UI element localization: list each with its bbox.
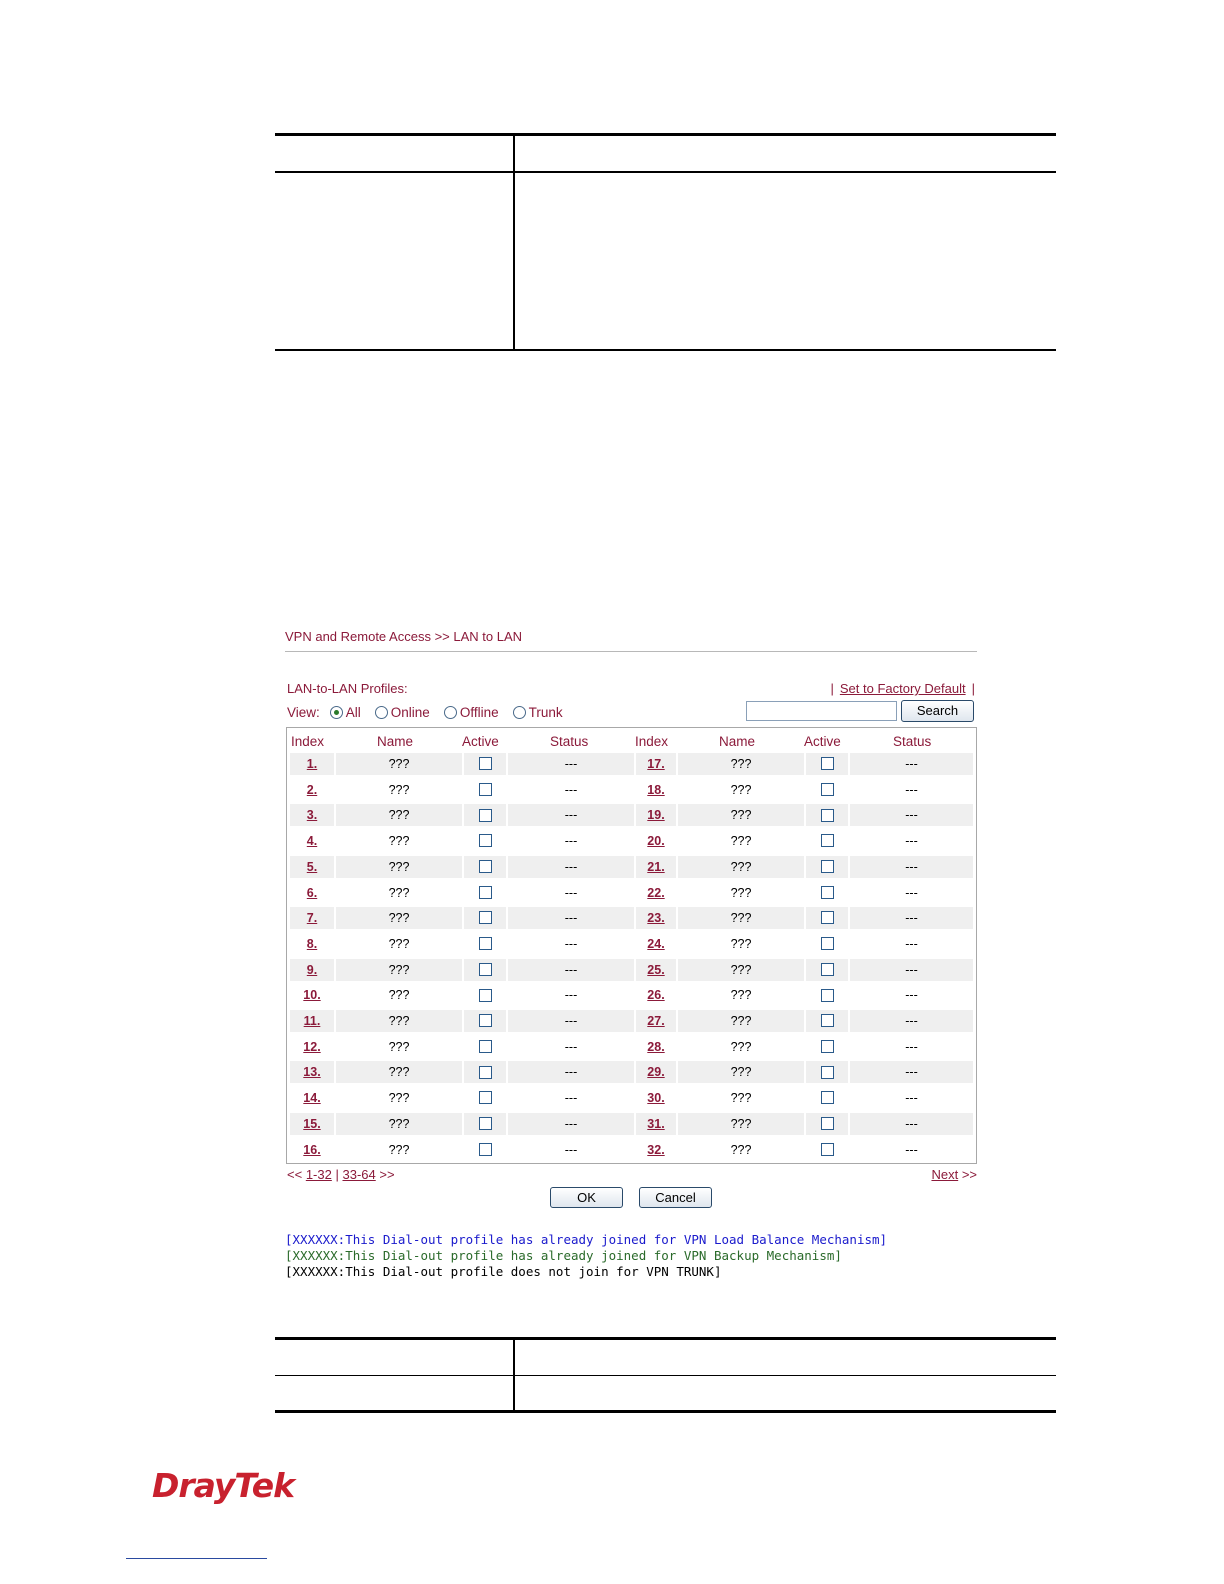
- active-cell: [806, 907, 848, 929]
- profile-index-link[interactable]: 7.: [306, 911, 318, 926]
- index-cell: [636, 1010, 676, 1032]
- index-cell: [636, 753, 676, 775]
- active-checkbox[interactable]: [479, 1040, 492, 1053]
- profile-name: ???: [388, 782, 410, 797]
- active-cell: [806, 856, 848, 878]
- profile-name: ???: [388, 1039, 410, 1054]
- profile-status: ---: [850, 804, 973, 826]
- profile-name: ???: [730, 782, 752, 797]
- active-checkbox[interactable]: [479, 989, 492, 1002]
- table-row: [290, 753, 973, 775]
- breadcrumb: VPN and Remote Access >> LAN to LAN: [285, 629, 523, 644]
- profile-index-link[interactable]: 20.: [647, 834, 665, 849]
- bottom-doc-table: [275, 1337, 1056, 1413]
- profile-status: ---: [564, 1142, 578, 1157]
- index-cell: [290, 856, 334, 878]
- profile-status: ---: [564, 988, 578, 1003]
- index-cell: [636, 933, 676, 955]
- active-cell: [806, 933, 848, 955]
- profile-index-link[interactable]: 17.: [647, 757, 665, 771]
- profile-index-link[interactable]: 24.: [647, 936, 665, 951]
- active-cell: [806, 984, 848, 1006]
- table-row: [290, 1010, 973, 1032]
- profile-status: ---: [905, 1091, 918, 1106]
- separator: |: [830, 681, 834, 696]
- profile-status: ---: [508, 959, 634, 981]
- profile-name: ???: [678, 1061, 804, 1083]
- index-cell: [636, 1061, 676, 1083]
- profile-name: ???: [388, 834, 410, 849]
- note-backup: [XXXXXX:This Dial-out profile has already joined for VPN Backup Mechanism]: [285, 1248, 842, 1263]
- profile-name: ???: [678, 856, 804, 878]
- active-checkbox[interactable]: [479, 1143, 492, 1156]
- profile-index-link[interactable]: 2.: [306, 782, 318, 797]
- active-cell: [464, 1087, 506, 1109]
- profile-name: ???: [336, 907, 462, 929]
- active-checkbox[interactable]: [821, 1040, 834, 1053]
- active-checkbox[interactable]: [821, 860, 834, 873]
- view-option-trunk[interactable]: [513, 705, 563, 720]
- active-checkbox[interactable]: [821, 989, 834, 1002]
- profile-name: ???: [678, 1010, 804, 1032]
- profile-name: ???: [336, 753, 462, 775]
- profile-index-link[interactable]: 6.: [306, 885, 318, 900]
- view-option-label: All: [345, 705, 361, 720]
- active-cell: [806, 1010, 848, 1032]
- index-cell: [636, 1113, 676, 1135]
- set-factory-default-link[interactable]: Set to Factory Default: [839, 681, 966, 696]
- profiles-table: [286, 727, 977, 1164]
- radio-icon[interactable]: [375, 706, 388, 719]
- draytek-logo: DrayTek: [152, 1466, 295, 1505]
- profile-name: ???: [388, 936, 410, 951]
- table-row: [290, 779, 973, 801]
- column-header-status: Status: [893, 734, 932, 749]
- view-label: View:: [287, 705, 320, 720]
- profile-name: ???: [678, 959, 804, 981]
- profile-status: ---: [850, 1061, 973, 1083]
- index-cell: [636, 856, 676, 878]
- index-cell: [290, 1036, 334, 1058]
- active-checkbox[interactable]: [479, 1091, 492, 1104]
- active-checkbox[interactable]: [479, 886, 492, 899]
- profile-index-link[interactable]: 12.: [303, 1039, 321, 1054]
- radio-icon[interactable]: [513, 706, 526, 719]
- column-header-name: Name: [719, 734, 756, 749]
- profile-name: ???: [388, 988, 410, 1003]
- table-row: [290, 1061, 973, 1083]
- active-checkbox[interactable]: [821, 809, 834, 822]
- profile-index-link[interactable]: 3.: [306, 808, 318, 823]
- profile-status: ---: [905, 1142, 918, 1157]
- profile-index-link[interactable]: 15.: [303, 1116, 321, 1131]
- page-link-1-32[interactable]: 1-32: [305, 1167, 332, 1182]
- active-checkbox[interactable]: [821, 757, 834, 770]
- active-cell: [464, 1036, 506, 1058]
- active-cell: [464, 959, 506, 981]
- profile-name: ???: [336, 1010, 462, 1032]
- profile-index-link[interactable]: 10.: [303, 988, 321, 1003]
- profile-status: ---: [508, 1113, 634, 1135]
- index-cell: [636, 882, 676, 904]
- column-header-index: Index: [635, 734, 669, 749]
- table-header-rule: [275, 1375, 1056, 1376]
- radio-icon[interactable]: [444, 706, 457, 719]
- profile-status: ---: [564, 885, 578, 900]
- ok-button[interactable]: OK: [550, 1187, 623, 1208]
- profile-name: ???: [678, 804, 804, 826]
- profile-index-link[interactable]: 13.: [303, 1065, 321, 1080]
- profile-index-link[interactable]: 5.: [306, 859, 318, 874]
- profile-status: ---: [508, 1010, 634, 1032]
- profile-status: ---: [564, 1091, 578, 1106]
- table-row: [290, 1036, 973, 1058]
- active-checkbox[interactable]: [479, 757, 492, 770]
- table-row: [290, 933, 973, 955]
- profile-status: ---: [508, 907, 634, 929]
- table-row: [290, 830, 973, 852]
- profile-status: ---: [564, 936, 578, 951]
- pager-separator: |: [335, 1167, 339, 1182]
- top-doc-table: [275, 133, 1056, 351]
- column-header-active: Active: [804, 734, 841, 749]
- profile-name: ???: [730, 1142, 752, 1157]
- index-cell: [290, 933, 334, 955]
- table-column-divider: [513, 1337, 515, 1413]
- active-cell: [806, 1139, 848, 1161]
- profile-status: ---: [905, 936, 918, 951]
- profile-name: ???: [730, 988, 752, 1003]
- profile-status: ---: [564, 834, 578, 849]
- table-row: [290, 856, 973, 878]
- next-page-area: [931, 1167, 977, 1182]
- view-filter: [287, 705, 563, 720]
- active-cell: [464, 933, 506, 955]
- active-cell: [806, 779, 848, 801]
- table-row: [290, 1113, 973, 1135]
- table-row: [290, 882, 973, 904]
- active-cell: [806, 830, 848, 852]
- profile-index-link[interactable]: 9.: [306, 962, 318, 977]
- profile-index-link[interactable]: 28.: [647, 1039, 665, 1054]
- profile-index-link[interactable]: 23.: [647, 911, 665, 926]
- index-cell: [290, 907, 334, 929]
- active-checkbox[interactable]: [821, 783, 834, 796]
- profile-name: ???: [336, 1061, 462, 1083]
- next-page-link[interactable]: Next: [931, 1167, 959, 1182]
- profile-index-link[interactable]: 21.: [647, 859, 665, 874]
- active-cell: [464, 856, 506, 878]
- profile-index-link[interactable]: 31.: [647, 1116, 665, 1131]
- profile-status: ---: [508, 804, 634, 826]
- profile-status: ---: [508, 1061, 634, 1083]
- active-checkbox[interactable]: [479, 860, 492, 873]
- table-row: [290, 959, 973, 981]
- profile-index-link[interactable]: 11.: [303, 1014, 321, 1028]
- active-cell: [464, 830, 506, 852]
- profile-status: ---: [508, 753, 634, 775]
- profile-index-link[interactable]: 1.: [306, 757, 318, 771]
- view-option-label: Trunk: [528, 705, 563, 720]
- active-cell: [806, 882, 848, 904]
- profile-name: ???: [730, 1039, 752, 1054]
- next-marker: >>: [961, 1167, 977, 1182]
- profile-name: ???: [336, 1113, 462, 1135]
- active-checkbox[interactable]: [479, 1066, 492, 1079]
- active-checkbox[interactable]: [821, 1066, 834, 1079]
- profile-status: ---: [850, 753, 973, 775]
- active-cell: [464, 984, 506, 1006]
- index-cell: [290, 959, 334, 981]
- active-checkbox[interactable]: [479, 911, 492, 924]
- table-header-rule: [275, 171, 1056, 173]
- profile-index-link[interactable]: 19.: [647, 808, 665, 823]
- separator: |: [971, 681, 975, 696]
- active-checkbox[interactable]: [479, 809, 492, 822]
- active-checkbox[interactable]: [479, 1117, 492, 1130]
- profile-name: ???: [730, 834, 752, 849]
- index-cell: [290, 1010, 334, 1032]
- profile-name: ???: [730, 1091, 752, 1106]
- profile-name: ???: [336, 804, 462, 826]
- profile-status: ---: [850, 1113, 973, 1135]
- profile-status: ---: [850, 959, 973, 981]
- active-cell: [464, 1010, 506, 1032]
- active-cell: [806, 1113, 848, 1135]
- view-option-offline[interactable]: [444, 705, 499, 720]
- index-cell: [636, 1036, 676, 1058]
- index-cell: [290, 984, 334, 1006]
- active-cell: [464, 779, 506, 801]
- factory-default-area: [830, 681, 975, 696]
- profile-index-link[interactable]: 30.: [647, 1091, 665, 1106]
- view-option-label: Offline: [459, 705, 499, 720]
- radio-icon[interactable]: [330, 706, 343, 719]
- profile-status: ---: [905, 834, 918, 849]
- index-cell: [636, 959, 676, 981]
- profile-status: ---: [508, 856, 634, 878]
- pagination: [287, 1167, 395, 1182]
- active-checkbox[interactable]: [821, 963, 834, 976]
- view-option-online[interactable]: [375, 705, 430, 720]
- index-cell: [290, 1087, 334, 1109]
- active-cell: [464, 882, 506, 904]
- profile-name: ???: [730, 936, 752, 951]
- table-row: [290, 804, 973, 826]
- profile-status: ---: [905, 782, 918, 797]
- search-button[interactable]: Search: [901, 700, 974, 722]
- active-cell: [806, 1061, 848, 1083]
- table-row: [290, 907, 973, 929]
- profile-status: ---: [905, 1039, 918, 1054]
- profile-index-link[interactable]: 22.: [647, 885, 665, 900]
- active-cell: [464, 907, 506, 929]
- note-trunk: [XXXXXX:This Dial-out profile does not join for VPN TRUNK]: [285, 1264, 722, 1279]
- profile-name: ???: [678, 753, 804, 775]
- table-row: [290, 984, 973, 1006]
- profile-name: ???: [678, 907, 804, 929]
- note-load-balance: [XXXXXX:This Dial-out profile has already joined for VPN Load Balance Mechanism]: [285, 1232, 888, 1247]
- active-checkbox[interactable]: [821, 834, 834, 847]
- profile-index-link[interactable]: 27.: [647, 1014, 665, 1028]
- active-cell: [464, 1061, 506, 1083]
- profile-index-link[interactable]: 32.: [647, 1142, 665, 1157]
- index-cell: [636, 984, 676, 1006]
- next-marker: >>: [379, 1167, 395, 1182]
- active-cell: [806, 959, 848, 981]
- profile-name: ???: [336, 856, 462, 878]
- index-cell: [290, 779, 334, 801]
- index-cell: [290, 1139, 334, 1161]
- column-header-active: Active: [462, 734, 499, 749]
- active-checkbox[interactable]: [479, 937, 492, 950]
- search-input[interactable]: [746, 701, 897, 721]
- active-checkbox[interactable]: [821, 1091, 834, 1104]
- profile-status: ---: [850, 907, 973, 929]
- footer-rule: [126, 1558, 267, 1559]
- prev-marker: <<: [287, 1167, 303, 1182]
- profile-name: ???: [388, 885, 410, 900]
- index-cell: [636, 804, 676, 826]
- table-row: [290, 1139, 973, 1161]
- active-cell: [464, 1139, 506, 1161]
- profile-index-link[interactable]: 18.: [647, 782, 665, 797]
- index-cell: [290, 1113, 334, 1135]
- table-bottom-rule: [275, 349, 1056, 351]
- index-cell: [290, 1061, 334, 1083]
- index-cell: [636, 1087, 676, 1109]
- active-checkbox[interactable]: [821, 1143, 834, 1156]
- active-checkbox[interactable]: [821, 911, 834, 924]
- active-checkbox[interactable]: [821, 886, 834, 899]
- active-checkbox[interactable]: [821, 937, 834, 950]
- active-checkbox[interactable]: [479, 963, 492, 976]
- cancel-button[interactable]: Cancel: [639, 1187, 712, 1208]
- profile-index-link[interactable]: 16.: [303, 1142, 321, 1157]
- index-cell: [636, 779, 676, 801]
- active-checkbox[interactable]: [821, 1014, 834, 1027]
- index-cell: [290, 882, 334, 904]
- active-cell: [806, 1087, 848, 1109]
- view-option-label: Online: [390, 705, 430, 720]
- active-cell: [806, 753, 848, 775]
- active-cell: [464, 1113, 506, 1135]
- active-checkbox[interactable]: [821, 1117, 834, 1130]
- profile-index-link[interactable]: 29.: [647, 1065, 665, 1080]
- active-cell: [806, 804, 848, 826]
- index-cell: [290, 753, 334, 775]
- table-row: [290, 1087, 973, 1109]
- profiles-title: LAN-to-LAN Profiles:: [287, 681, 408, 696]
- profile-name: ???: [388, 1142, 410, 1157]
- breadcrumb-divider: [285, 651, 977, 652]
- page-link-33-64[interactable]: 33-64: [342, 1167, 376, 1182]
- index-cell: [290, 830, 334, 852]
- active-cell: [464, 753, 506, 775]
- table-column-divider: [513, 133, 515, 351]
- index-cell: [636, 1139, 676, 1161]
- profile-index-link[interactable]: 25.: [647, 962, 665, 977]
- index-cell: [290, 804, 334, 826]
- profile-index-link[interactable]: 14.: [303, 1091, 321, 1106]
- column-header-status: Status: [550, 734, 589, 749]
- profile-index-link[interactable]: 26.: [647, 988, 665, 1003]
- active-checkbox[interactable]: [479, 1014, 492, 1027]
- active-checkbox[interactable]: [479, 783, 492, 796]
- view-option-all[interactable]: [330, 705, 361, 720]
- profile-name: ???: [336, 959, 462, 981]
- profile-status: ---: [564, 782, 578, 797]
- column-header-index: Index: [291, 734, 325, 749]
- column-header-name: Name: [377, 734, 414, 749]
- profile-status: ---: [564, 1039, 578, 1054]
- table-bottom-rule: [275, 1410, 1056, 1413]
- profile-name: ???: [678, 1113, 804, 1135]
- profile-status: ---: [905, 988, 918, 1003]
- active-cell: [464, 804, 506, 826]
- profile-index-link[interactable]: 4.: [306, 834, 318, 849]
- table-top-rule: [275, 133, 1056, 136]
- profile-status: ---: [850, 856, 973, 878]
- active-checkbox[interactable]: [479, 834, 492, 847]
- profile-status: ---: [905, 885, 918, 900]
- index-cell: [636, 907, 676, 929]
- table-top-rule: [275, 1337, 1056, 1340]
- profile-index-link[interactable]: 8.: [306, 936, 318, 951]
- profile-name: ???: [388, 1091, 410, 1106]
- index-cell: [636, 830, 676, 852]
- profile-status: ---: [850, 1010, 973, 1032]
- profile-name: ???: [730, 885, 752, 900]
- active-cell: [806, 1036, 848, 1058]
